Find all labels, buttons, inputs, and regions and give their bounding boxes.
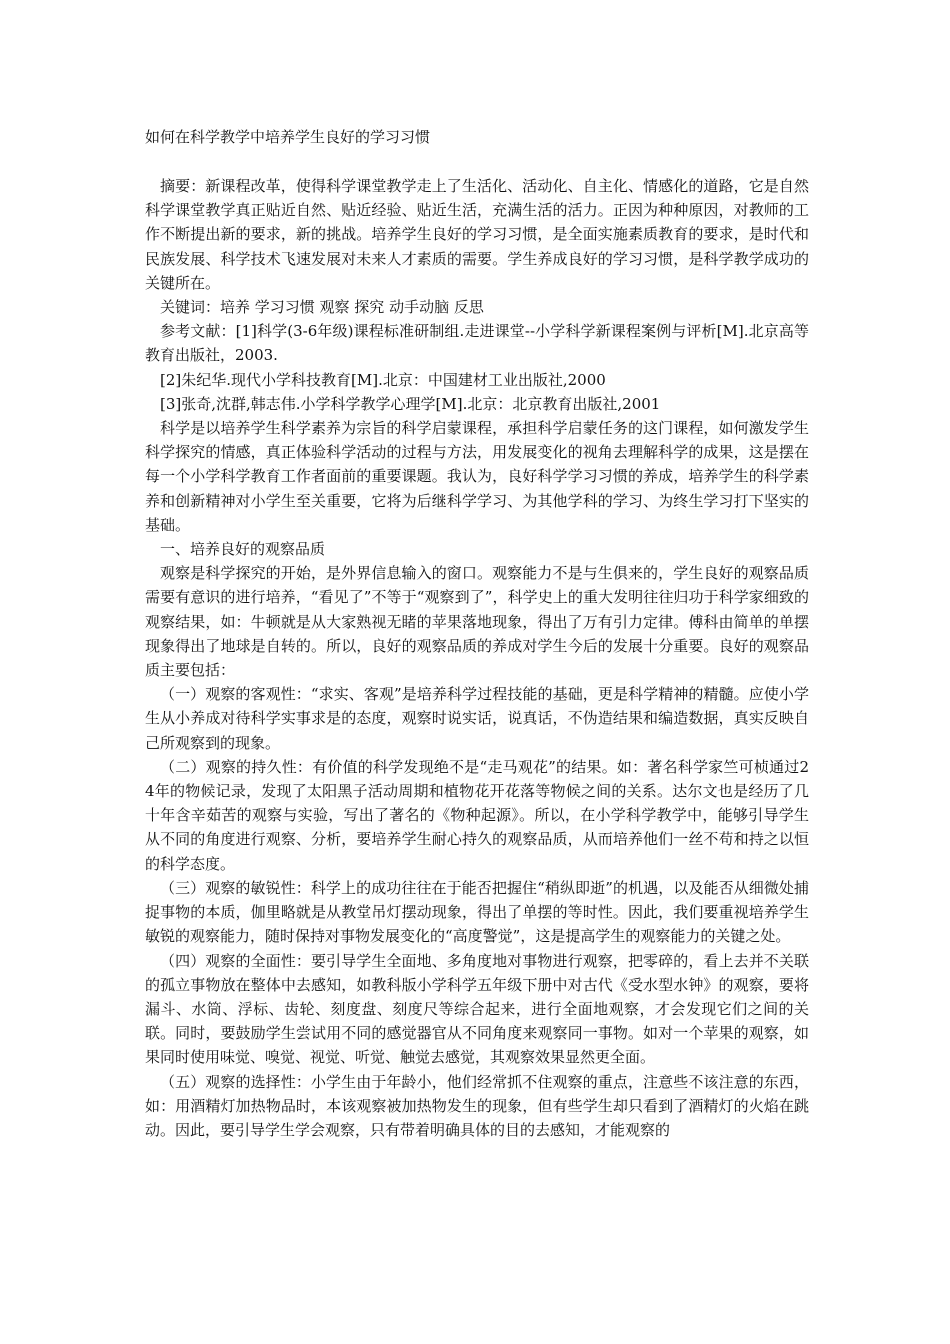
document-page	[145, 126, 809, 1142]
keywords-paragraph: 关键词：培养 学习习惯 观察 探究 动手动脑 反思	[160, 298, 484, 317]
abstract-paragraph: 摘要：新课程改革，使得科学课堂教学走上了生活化、活动化、自主化、情感化的道路，它是自然科学课堂教学真正贴近自然、贴近经验、贴近生活，充满生活的活力。正因为种种原因，对教师的工作不断提出新的要求，新的挑战。培养学生良好的学习习惯，是全面实施素质教育的要求，是时代和民族发展、科学技术飞速发展对未来人才素质的需要。学生养成良好的学习习惯，是科学教学成功的关键所在。	[145, 177, 809, 292]
body-paragraph: （三）观察的敏锐性：科学上的成功往往在于能否把握住“稍纵即逝”的机遇，以及能否从细微处捕捉事物的本质，伽里略就是从教堂吊灯摆动现象，得出了单摆的等时性。因此，我们要重视培养学生敏锐的观察能力，随时保持对事物发展变化的“高度警觉”，这是提高学生的观察能力的关键之处。	[145, 878, 809, 946]
body-paragraph: （一）观察的客观性：“求实、客观”是培养科学过程技能的基础，更是科学精神的精髓。应使小学生从小养成对待科学实事求是的态度，观察时说实话，说真话，不伪造结果和编造数据，真实反映自己所观察到的现象。	[145, 685, 809, 752]
document-title: 如何在科学教学中培养学生良好的学习习惯	[145, 128, 431, 146]
reference-3: [3]张奇,沈群,韩志伟.小学科学教学心理学[M].北京：北京教育出版社,2001	[160, 394, 661, 413]
reference-2: [2]朱纪华.现代小学科技教育[M].北京：中国建材工业出版社,2000	[160, 370, 606, 389]
body-paragraph: （五）观察的选择性：小学生由于年龄小，他们经常抓不住观察的重点，注意些不该注意的东西，如：用酒精灯加热物品时，本该观察被加热物发生的现象，但有些学生却只看到了酒精灯的火焰在跳动。因此，要引导学生学会观察，只有带着明确具体的目的去感知，才能观察的	[145, 1072, 809, 1139]
body-paragraph: 科学是以培养学生科学素养为宗旨的科学启蒙课程，承担科学启蒙任务的这门课程，如何激发学生科学探究的情感，真正体验科学活动的过程与方法，用发展变化的视角去理解科学的成果，这是摆在每一个小学科学教育工作者面前的重要课题。我认为，良好科学学习习惯的养成，培养学生的科学素养和创新精神对小学生至关重要，它将为后继科学学习、为其他学科的学习、为终生学习打下坚实的基础。	[145, 419, 809, 534]
body-paragraph: （二）观察的持久性：有价值的科学发现绝不是“走马观花”的结果。如：著名科学家竺可桢通过24年的物候记录，发现了太阳黑子活动周期和植物花开花落等物候之间的关系。达尔文也是经历了几十年含辛茹苦的观察与实验，写出了著名的《物种起源》。所以，在小学科学教学中，能够引导学生从不同的角度进行观察、分析，要培养学生耐心持久的观察品质，从而培养他们一丝不苟和持之以恒的科学态度。	[145, 757, 809, 873]
body-paragraph: 观察是科学探究的开始，是外界信息输入的窗口。观察能力不是与生俱来的，学生良好的观察品质需要有意识的进行培养，“看见了”不等于“观察到了”，科学史上的重大发明往往归功于科学家细致的观察结果，如：牛顿就是从大家熟视无睹的苹果落地现象，得出了万有引力定律。傅科由简单的单摆现象得出了地球是自转的。所以，良好的观察品质的养成对学生今后的发展十分重要。良好的观察品质主要包括：	[145, 564, 809, 680]
body-paragraph: （四）观察的全面性：要引导学生全面地、多角度地对事物进行观察，把零碎的，看上去并不关联的孤立事物放在整体中去感知，如教科版小学科学五年级下册中对古代《受水型水钟》的观察，要将漏斗、水筒、浮标、齿轮、刻度盘、刻度尺等综合起来，进行全面地观察，才会发现它们之间的关联。同时，要鼓励学生尝试用不同的感觉器官从不同角度来观察同一事物。如对一个苹果的观察，如果同时使用味觉、嗅觉、视觉、听觉、触觉去感觉，其观察效果显然更全面。	[145, 951, 809, 1067]
section-heading: 一、培养良好的观察品质	[160, 540, 326, 559]
reference-1: 参考文献：[1]科学(3-6年级)课程标准研制组.走进课堂--小学科学新课程案例与评析[M].北京高等教育出版社，2003.	[145, 322, 809, 365]
